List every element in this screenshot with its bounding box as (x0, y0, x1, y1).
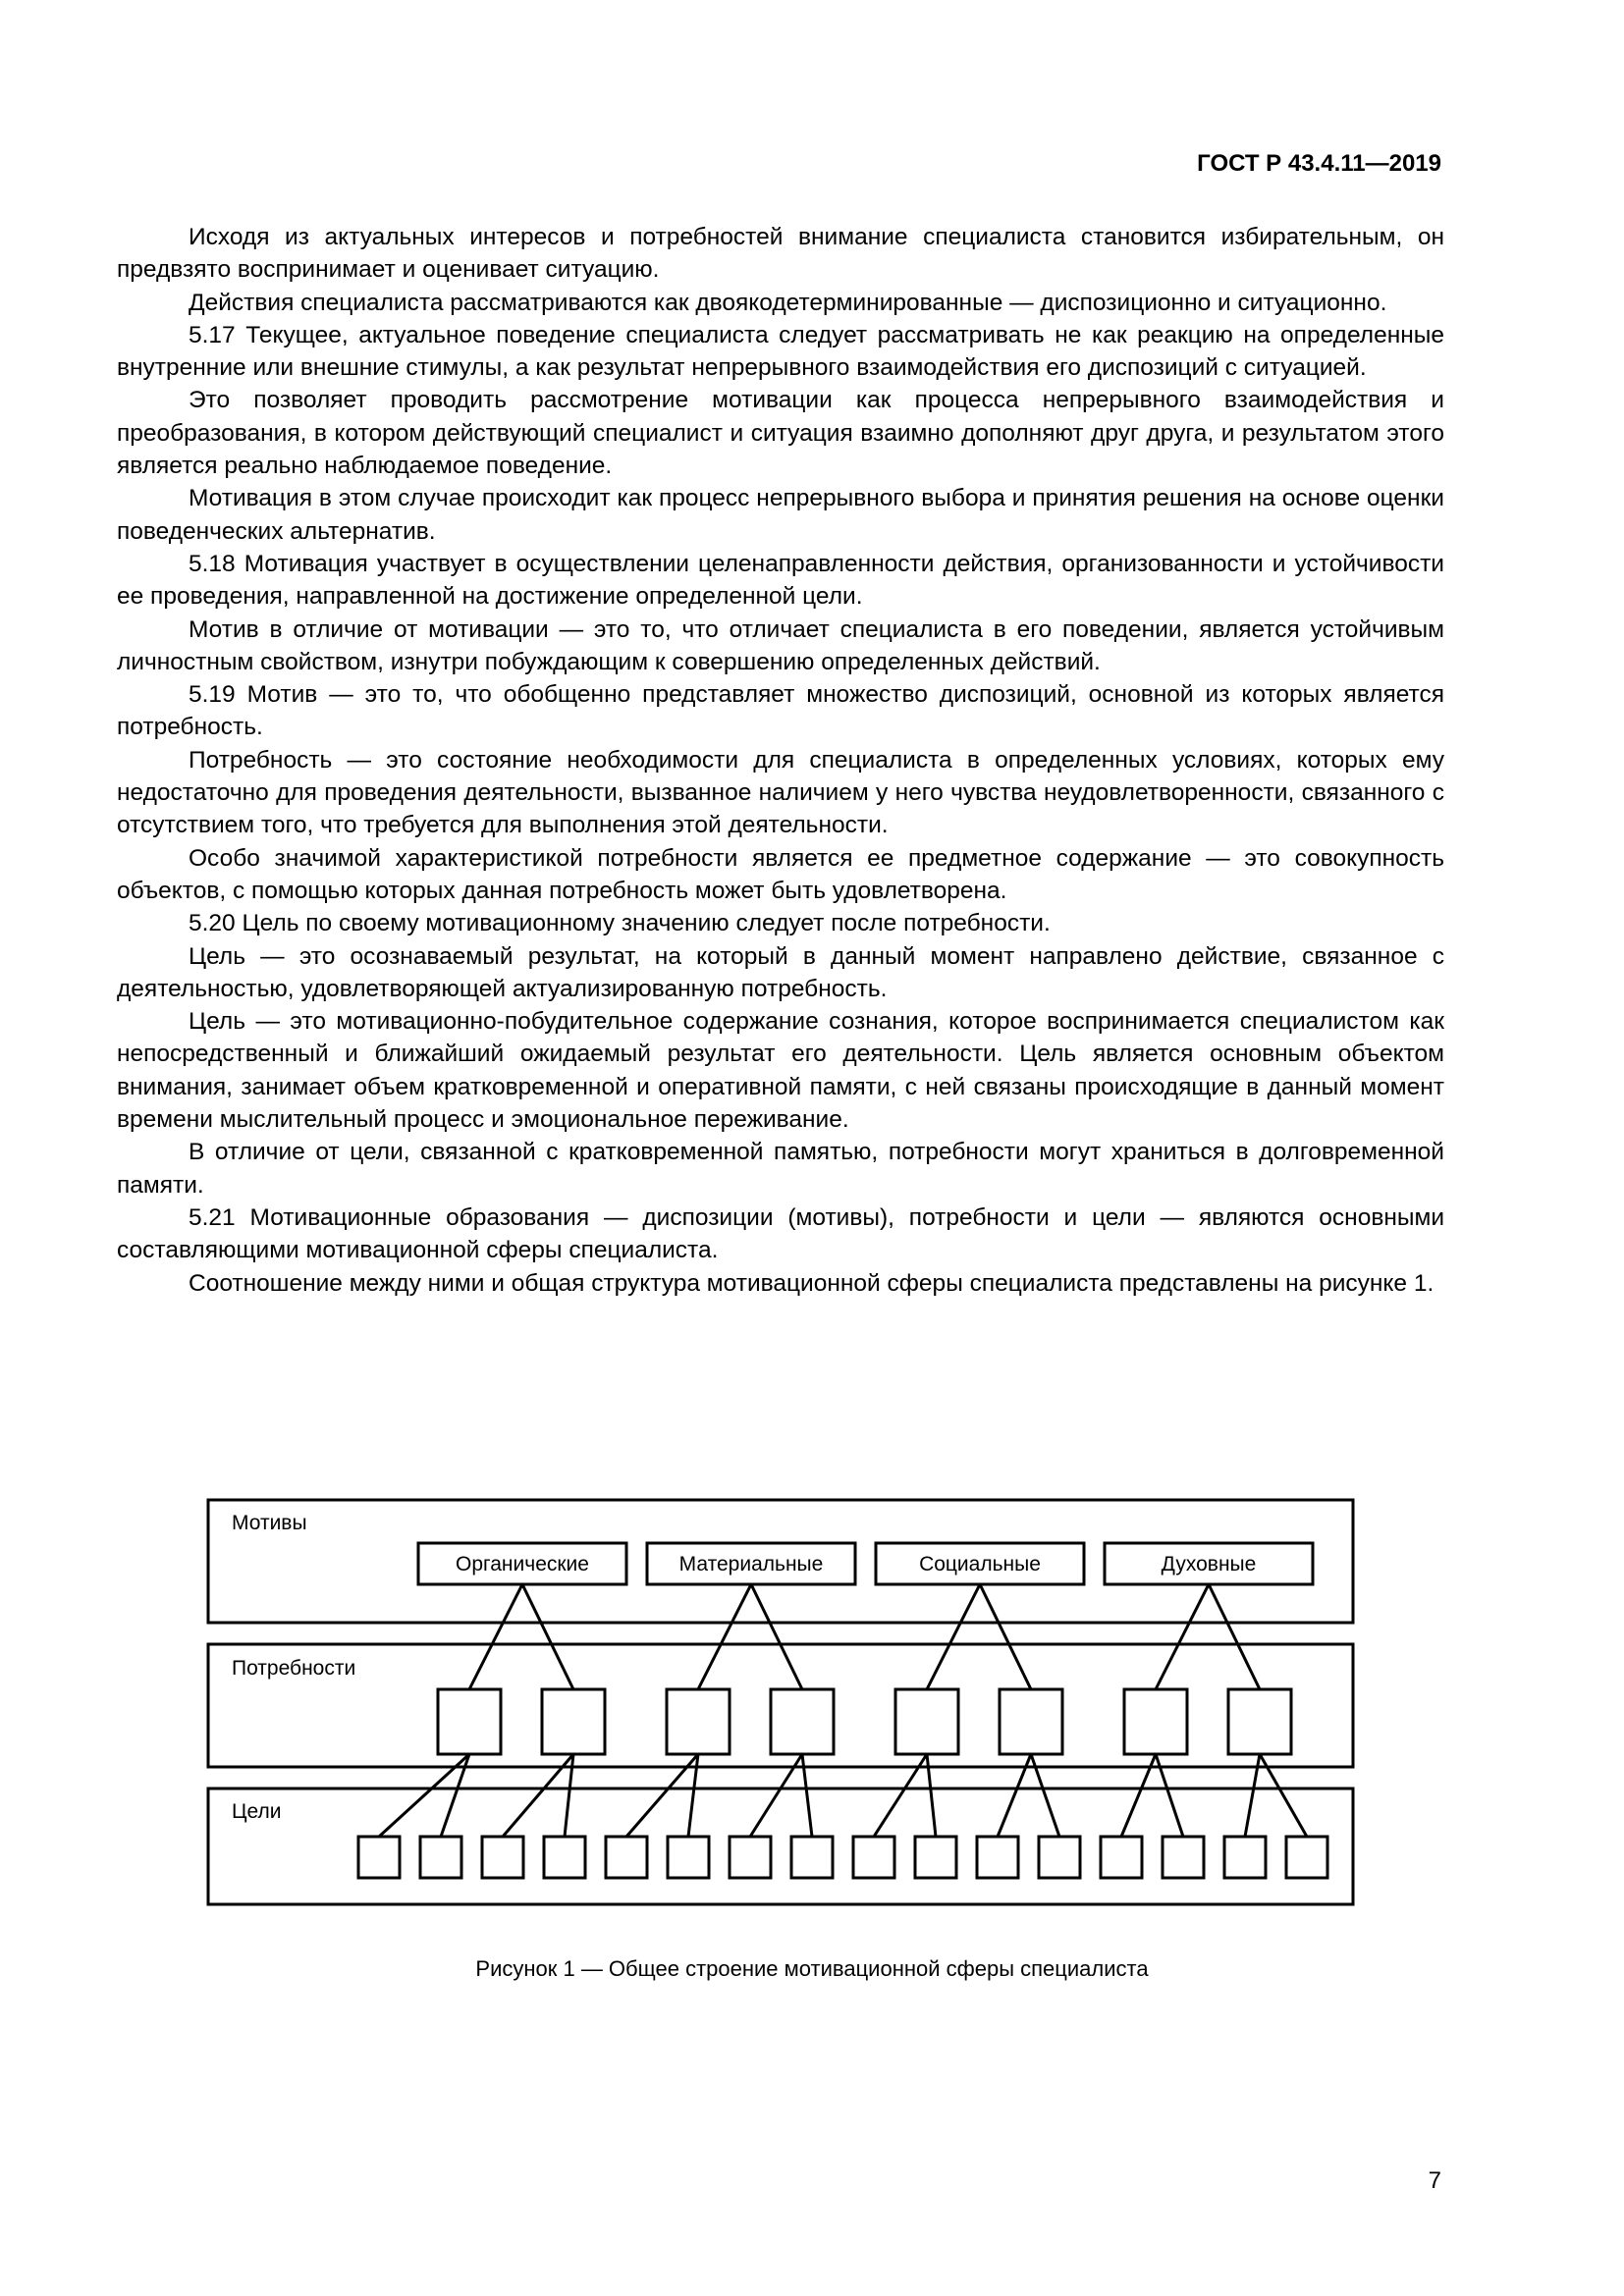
paragraph: Потребность — это состояние необходимости для специалиста в определенных условиях, которых ему недостаточно для проведения деятельности, вызванное наличием у него чувства неудовлетворенности, связанного с отсутствием того, что требуется для выполнения этой деятельности. (117, 746, 1444, 839)
motives-label: Мотивы (232, 1512, 307, 1534)
motive-need-connector (1209, 1584, 1260, 1689)
motive-need-connector (980, 1584, 1031, 1689)
need-box (542, 1689, 605, 1754)
goal-box (1224, 1837, 1266, 1878)
diagram-canvas (206, 1498, 1355, 1906)
motive-need-connector (1156, 1584, 1209, 1689)
goal-box (358, 1837, 400, 1878)
paragraph: 5.19 Мотив — это то, что обобщенно представляет множество диспозиций, основной из которых является потребность. (117, 681, 1444, 741)
goal-box (1163, 1837, 1204, 1878)
need-box (1000, 1689, 1062, 1754)
paragraph: Цель — это мотивационно-побудительное содержание сознания, которое воспринимается специалистом как непосредственный и ближайший ожидаемый результат его деятельности. Цель является основным объектом внимания, занимает объем кратковременной и оперативной памяти, с ней связаны происходящие в данный момент времени мыслительный процесс и эмоциональное переживание. (117, 1008, 1444, 1134)
figure-caption: Рисунок 1 — Общее строение мотивационной сферы специалиста (475, 1956, 1149, 1981)
goal-box (1101, 1837, 1142, 1878)
goal-box (977, 1837, 1018, 1878)
need-box (667, 1689, 730, 1754)
goal-box (1286, 1837, 1327, 1878)
paragraph: 5.18 Мотивация участвует в осуществлении целенаправленности действия, организованности и устойчивости ее проведения, направленной на достижение определенной цели. (117, 550, 1444, 611)
motive-need-connector (927, 1584, 980, 1689)
paragraph: 5.20 Цель по своему мотивационному значению следует после потребности. (189, 910, 1051, 937)
motive-need-connector (698, 1584, 751, 1689)
motivation-structure-diagram (206, 1498, 1355, 1906)
goal-box (668, 1837, 709, 1878)
paragraph: Мотив в отличие от мотивации — это то, что отличает специалиста в его поведении, является устойчивым личностным свойством, изнутри побуждающим к совершению определенных действий. (117, 615, 1444, 675)
paragraph: В отличие от цели, связанной с кратковременной памятью, потребности могут храниться в долговременной памяти. (117, 1139, 1444, 1199)
motive-label: Духовные (1161, 1553, 1257, 1575)
paragraph: Соотношение между ними и общая структура мотивационной сферы специалиста представлены на рисунке 1. (189, 1269, 1435, 1297)
goal-box (420, 1837, 461, 1878)
need-box (1228, 1689, 1291, 1754)
standard-designation: ГОСТ Р 43.4.11—2019 (1197, 150, 1441, 177)
need-box (895, 1689, 958, 1754)
need-box (1124, 1689, 1187, 1754)
motive-label: Органические (456, 1553, 589, 1575)
motive-label: Материальные (678, 1553, 824, 1575)
motive-need-connector (751, 1584, 802, 1689)
goals-label: Цели (232, 1800, 282, 1823)
goal-box (730, 1837, 771, 1878)
paragraph: Это позволяет проводить рассмотрение мотивации как процесса непрерывного взаимодействия и преобразования, в котором действующий специалист и ситуация взаимно дополняют друг друга, и результатом этого является реально наблюдаемое поведение. (117, 387, 1444, 480)
paragraph: Цель — это осознаваемый результат, на который в данный момент направлено действие, связанное с деятельностью, удовлетворяющей актуализированную потребность. (117, 942, 1444, 1002)
needs-label: Потребности (232, 1657, 356, 1680)
goal-box (915, 1837, 956, 1878)
paragraph: 5.17 Текущее, актуальное поведение специалиста следует рассматривать не как реакцию на определенные внутренние или внешние стимулы, а как результат непрерывного взаимодействия его диспозиций с ситуацией. (117, 321, 1444, 382)
goal-box (791, 1837, 833, 1878)
goal-box (544, 1837, 585, 1878)
paragraph: Мотивация в этом случае происходит как процесс непрерывного выбора и принятия решения на основе оценки поведенческих альтернатив. (117, 485, 1444, 545)
paragraph: Действия специалиста рассматриваются как двоякодетерминированные — диспозиционно и ситуационно. (189, 289, 1387, 316)
goal-box (482, 1837, 523, 1878)
motive-need-connector (522, 1584, 573, 1689)
paragraph: Особо значимой характеристикой потребности является ее предметное содержание — это совокупность объектов, с помощью которых данная потребность может быть удовлетворена. (117, 844, 1444, 904)
body-text (117, 221, 1444, 1300)
paragraph: 5.21 Мотивационные образования — диспозиции (мотивы), потребности и цели — являются основными составляющими мотивационной сферы специалиста. (117, 1203, 1444, 1264)
motive-need-connector (469, 1584, 522, 1689)
paragraph: Исходя из актуальных интересов и потребностей внимание специалиста становится избирательным, он предвзято воспринимает и оценивает ситуацию. (117, 224, 1444, 284)
need-box (771, 1689, 834, 1754)
goal-box (853, 1837, 894, 1878)
page-number: 7 (1428, 2167, 1441, 2194)
goal-box (1039, 1837, 1080, 1878)
need-box (438, 1689, 501, 1754)
goal-box (606, 1837, 647, 1878)
motive-label: Социальные (919, 1553, 1041, 1575)
